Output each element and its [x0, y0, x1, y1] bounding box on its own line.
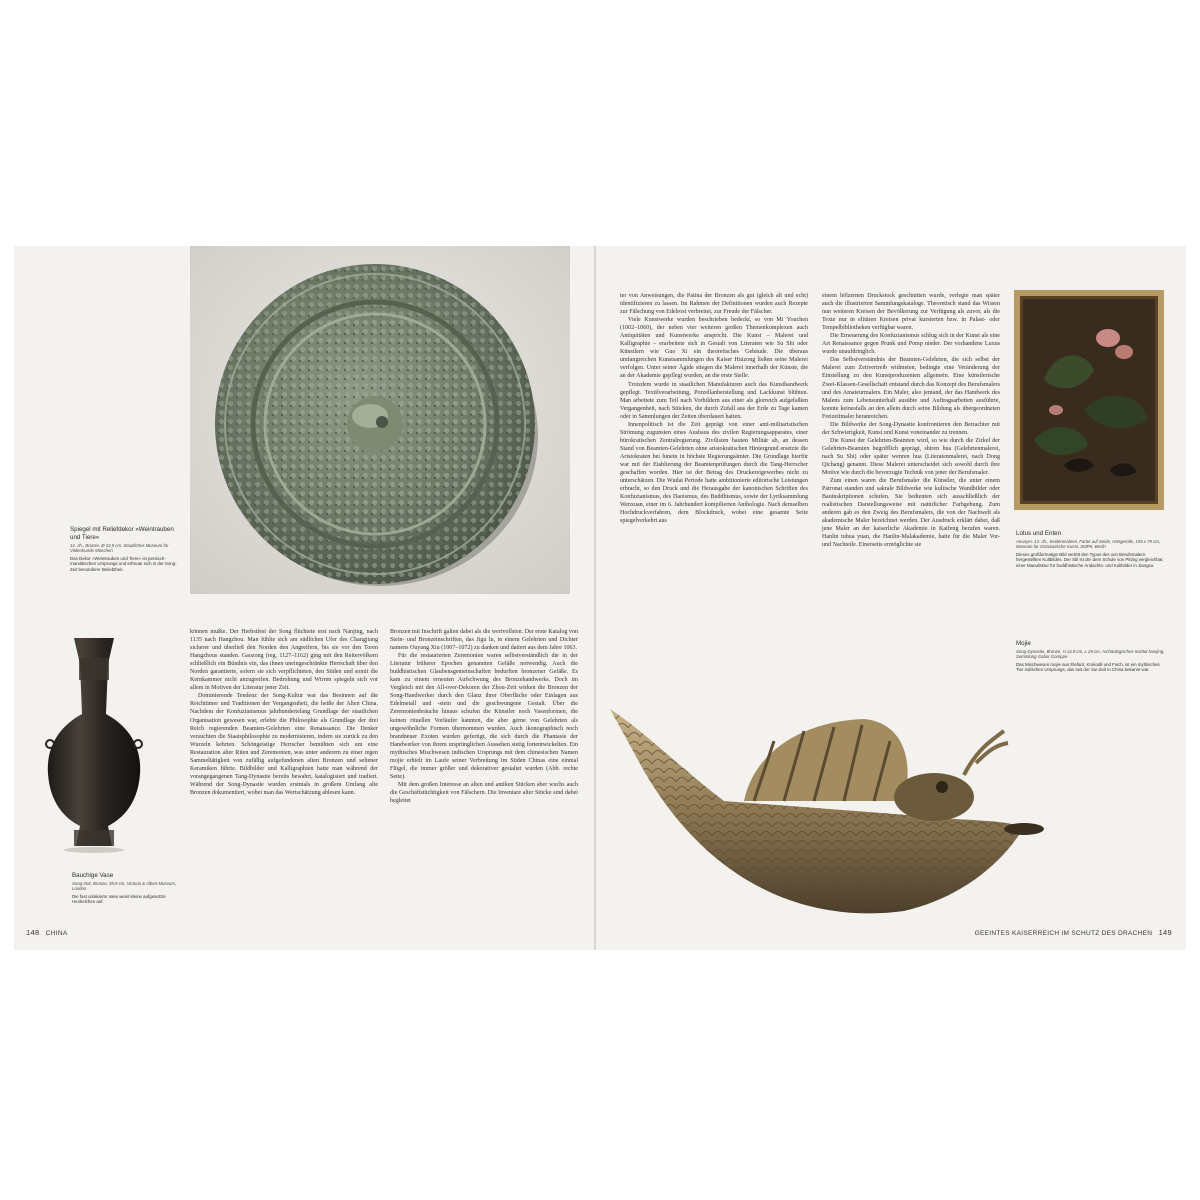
lotus-painting-photo [1014, 290, 1164, 510]
mojie-caption [1016, 640, 1166, 673]
right-page [596, 246, 1186, 950]
mojie-caption-description: Das Mischwesen mojie aus Elefant, Krokodil und Fisch, ist ein mythisches Tier indischen Ursprungs, das seit der Sui-Zeit in China bekannt war. [1016, 661, 1160, 673]
paragraph: ter von Anweisungen, die Patina der Bronzen als gut (gleich alt und echt) identifizieren zu lassen. Im Rahmen der Definitionen wurden auch Rezepte zur Fälschung von Edelrost verbreitet, zur Freude der Fälscher. [620, 293, 808, 316]
bronze-mirror-photo [190, 246, 570, 594]
mirror-caption [70, 526, 182, 573]
left-running-head: CHINA [45, 930, 68, 937]
right-running-head: GEEINTES KAISERREICH IM SCHUTZ DES DRACHEN [974, 930, 1153, 937]
paragraph: können mußte. Der Herbstfest der Song flüchtete erst nach Nanjing, nach 1135 nach Hangzhou. Man fühlte sich am südlichen Ufer des Changjiang sicherer und überließ den Norden den Angreifern, bis sie vor den Toren Hangzhous standen. Gaozong (reg. 1127–1162) ging mit den Reitervölkern schließlich ein Bündnis ein, das ihnen uneingeschränkte Herrschaft über den Norden garantierte, sofern sie sich verpflichteten, den Süden und somit die Kernkammer nicht anzugreifen. Bedrohung und Wirren spiegeln sich vor allem in Motiven der Literatur jener Zeit. [190, 629, 378, 692]
paragraph: Für die restaurierten Zeremonien waren selbstverständlich die in der Literatur früherer Epochen genannten Gefäße notwendig. Auch die buddhistischen Glaubensgemeinschaften bedurften bronzener Gefäße. Es kam zu einem erneuten Aufschwung des Bronzehandwerks. Doch im Vergleich mit den All-over-Dekoren der Zhou-Zeit wirken die Bronzen der Song-Handwerker durch den Glanz ihrer Oberfläche oder Einlagen aus Edelmetall und -stein und die geschwungene Gestalt. Über die Zeremonienbräuche hinaus schufen die Künstler noch Vasenformen, die keinen rituellen Vorläufer kannten, die aber gerne von Gelehrten als ungewöhnliche Formen übernommen wurden. Auch ikonographisch noch brandneuer Exoten wurden gefertigt, die sich durch die Phantasie der Handwerker von ihrem ursprünglichen Aussehen stetig fortentwickelten. Ein mythisches Mischwesen indischen Ursprungs mit dem chinesischen Namen mojie erhielt im Laufe seiner Verbreitung im Süden Chinas eine einmal Flügel, die immer größer und dekorativer gestaltet wurden (Abb. rechte Seite). [390, 653, 578, 780]
right-folio [975, 928, 1172, 937]
left-text-column-2 [390, 628, 578, 928]
mojie-bronze-photo [604, 701, 1078, 923]
mirror-caption-title: Spiegel mit Reliefdekor »Weintrauben und Tiere« [70, 526, 174, 541]
paragraph: Trotzdem wurde in staatlichen Manufakturen auch das Kunsthandwerk gepflegt. Textilverarbeitung, Porzellanherstellung und Lackkunst blühten. Man arbeitete zum Teil nach Vorbildern aus einer als glorreich aufgefaßten Vergangenheit, nach Stücken, die durch Zufall aus der Erde zu Tage kamen oder in Sammlungen der Zeiten überdauert hatten. [620, 381, 808, 420]
right-page-number: 149 [1158, 928, 1172, 937]
paragraph: Die Bildwerke der Song-Dynastie konfrontieren den Betrachter mit der Schwierigkeit, Kunst und Kunst voneinander zu trennen. [822, 421, 1000, 436]
lotus-caption-meta: Anonym. 13. Jh., Seidenmalerei, Farbe auf Seide, Hängerolle, 159 x 79 cm, Museum für Ostasiatische Kunst, SMPK, Berlin [1016, 539, 1161, 550]
right-text-column-1 [620, 292, 808, 692]
bronze-vase-photo [34, 634, 154, 866]
mojie-caption-title: Mojie [1016, 640, 1031, 647]
paragraph: Die Erneuerung des Konfuzianismus schlug sich in der Kunst als eine Art Renaissance gegen Prunk und Pomp nieder. Der vorhandene Luxus wurde unaufdringlich. [822, 333, 1000, 356]
vase-caption-meta: Song-Zeit, Bronze, 39,9 cm, Victoria & Albert Museum, London [72, 881, 177, 892]
left-folio [26, 928, 67, 937]
lotus-caption-title: Lotus und Enten [1016, 530, 1062, 537]
lotus-caption [1016, 530, 1166, 569]
paragraph: Das Selbstverständnis der Beamten-Gelehrten, die sich selbst der Malerei zum Zeitvertreib widmeten, bedingte eine Veränderung der Einstellung zu den Kunstproduzenten allgemein. Eine künstlerische Zwei-Klassen-Gesellschaft entstand durch das Konzept des Berufsmalers und des Amateurmalers. Ein Maler, also jemand, der das Handwerk des Malens zum Lebensunterhalt ausübte und Auftragsarbeiten ausführte, konnte keinesfalls an den allein durch seine Bildung als übergeordneten Freizeitmaler heranreichen. [822, 357, 1000, 420]
paragraph: Innenpolitisch ist die Zeit geprägt von einer anti-militaristischen Strömung zugunsten eines Ausbaus des zivilen Regierungsapparates, einer bürokratischen Zentralregierung. Zivilisten bauten Militär ab, an dessen Stand von Beamten-Gelehrten ohne aristokratischen Hintergrund ersetzte die Aristokraten bei hinein in höchste Regierungsämter. Die Grundlage hierfür war mit der Etablierung der Beamtenprüfungen durch die Tang-Herrscher geschaffen worden. Hier ist der Betrag des Druckereigewerbes nicht zu unterschätzen. Die Wudai Periode hatte ambitionierte editorische Leistungen erbracht, so den Druck und die Herausgabe der kanonischen Schriften des Konfuzianismus, des Daoismus, des Buddhismus, sowie der Lyriksammlung Wenxuan, einer im 6. Jahrhundert kompilierten Anthologie. Nach demselben Hochdruckverfahren, dem Blockdruck, wobei eine gesamte Seite spiegelverkehrt aus [620, 421, 808, 525]
mirror-caption-description: Das Dekor »Weintrauben und Tiere« ist persisch-mandäischen Ursprungs und erfreute sich in der Song-Zeit besonderer Beliebtheit. [70, 555, 177, 572]
right-text-column-2 [822, 292, 1000, 692]
paragraph: Bronzen mit Inschrift galten dabei als die wertvollsten. Der erste Katalog von Stein- und Bronzeinschriften, das Jigu lu, in einem Gelehrten und Dichter namens Ouyang Xiu (1007–1072) zu danken und datiert aus dem Jahre 1063. [390, 629, 578, 652]
vase-caption-title: Bauchige Vase [72, 872, 114, 879]
left-page [14, 246, 594, 950]
vase-caption [72, 872, 182, 905]
paragraph: Dominierende Tendenz der Song-Kultur war das Besinnen auf die Reichtümer und Traditionen der Vergangenheit, die heiße der Alten China. Nachdem der Konfuzianismus jahrhundertelang Grundlage der staatlichen Organisation gewesen war, erlebte die Philosophie als Grundlage der drei Reich regierenden Beamten-Gelehrten eine Renaissance. Die Denker versuchten die Staatsphilosophie zu modernisieren, indem sie zurück zu den Wurzeln kehrten. Schöngeistige Herrscher bemühten sich um eine Restauration alter Riten und Zeremonien, was unter anderem zu einer regen Sammeltätigkeit von zufällig aufgefundenen alten Bronzen und seltener Keramiken führte. Bildbilder und Kalligraphien hatte man während der vorangegangenen Tang-Dynastie bereits bewahrt, katalogisiert und tradiert. Während der Song-Dynastie wurden erstmals in großem Umfang alte Bronzen dokumentiert, wobei man das Wertschätzung ablesen kann. [190, 693, 378, 796]
lotus-caption-description: Dieses großformatige Bild vertritt den Typus des von Berufsmalern hergestellten Kultbildes. Der Stil ist der dem Schule von Pitting vergleichbar, einer Manufaktur für buddhistische Andachts- und Kultbilder in Jiangsu. [1016, 551, 1164, 568]
vase-caption-description: Die fast unlakierte Vase weist kleine aufgesetzte Henkelchen auf. [72, 893, 166, 905]
paragraph: Zum einen waren die Berufsmaler die Künstler, die unter einem Patronat standen und sakrale Bildwerke wie kultische Wandbilder oder Bauinskriptionen schufen. Sie bedienten sich ausschließlich der realistischen Darstellungsweise mit natürlicher Farbgebung. Zum anderen gab es den Zweig des Berufsmalers, die von der Nachwelt als akademische Maler bezeichnet werden. Der Ausdruck erklärt dabei, daß jene Maler an der kaiserliche Akademie in Kaifeng berufen waren. Hanlin tuhua yuan, die Hanlin-Malakademie, hatte für die Maler Vor- und Nachteile. Einerseits ermöglichte sie [822, 478, 1000, 549]
left-text-column-1 [190, 628, 378, 928]
paragraph: einem hölzernen Druckstock geschnitten wurde, verlegte man später auch die illustrierten Sammlungskataloge. Theoretisch stand das Wissen nun weiteren Kreisen der Bevölkerung zur Verfügung als zuvor, als die Texte nur in elitären Kreisen privat kursierten bzw. in Palast- oder Tempelbibliotheken verfügbar waren. [822, 293, 1000, 332]
paragraph: Viele Kunstwerke wurden beschrieben bedeckt, so von Mi Youchen (1002–1060), der neben vier weiteren großen Themenkomplexen auch Antiquitäten und Kunstwerke anspricht. Die Kunst – Malerei und Kalligraphie – erarbeitete sich in Gestalt von Literaten wie Su Shi oder Künstlern wie Guo Xi ein theoretisches Gebäude. Die überaus umfangreichen Kunstsammlungen des Kaiser Huizong ließen seine Malerei verfolgen. Unter seiner Ägide stiegen die Malerei innerhalb der Künste, die an der Akademie gepflegt wurden, an die erste Stelle. [620, 317, 808, 380]
paragraph: Die Kunst der Gelehrten-Beamten wird, so wie durch die Zirkel der Gelehrten-Beamten begrifflich geprägt, shiren hua (Gelehrtenmalerei, nach Su Shi) oder später wenren hua (Literatenmalerei, nach Dong Qichang) genannt. Diese Malerei unterscheidet sich sowohl durch ihre Motive wie durch die bevorzugte Technik von jener der Berufsmaler. [822, 437, 1000, 477]
mirror-caption-meta: 12. Jh., Bronze, Ø 22,9 cm, Staatliches Museum für Völkerkunde München [70, 543, 169, 554]
left-page-number: 148 [26, 928, 40, 937]
paragraph: Mit dem großen Interesse an alten und antiken Stücken aber wuchs auch die Geschäftstüchtigkeit von Fälschern. Die Inventare alter Stücke sind dabei begleitet [390, 781, 578, 804]
mojie-caption-meta: Song-Dynastie, Bronze, H 14,9 cm, L 29 cm, Archäologisches Institut Nanjing, Sammlung Gabor Gamppe [1016, 649, 1165, 660]
